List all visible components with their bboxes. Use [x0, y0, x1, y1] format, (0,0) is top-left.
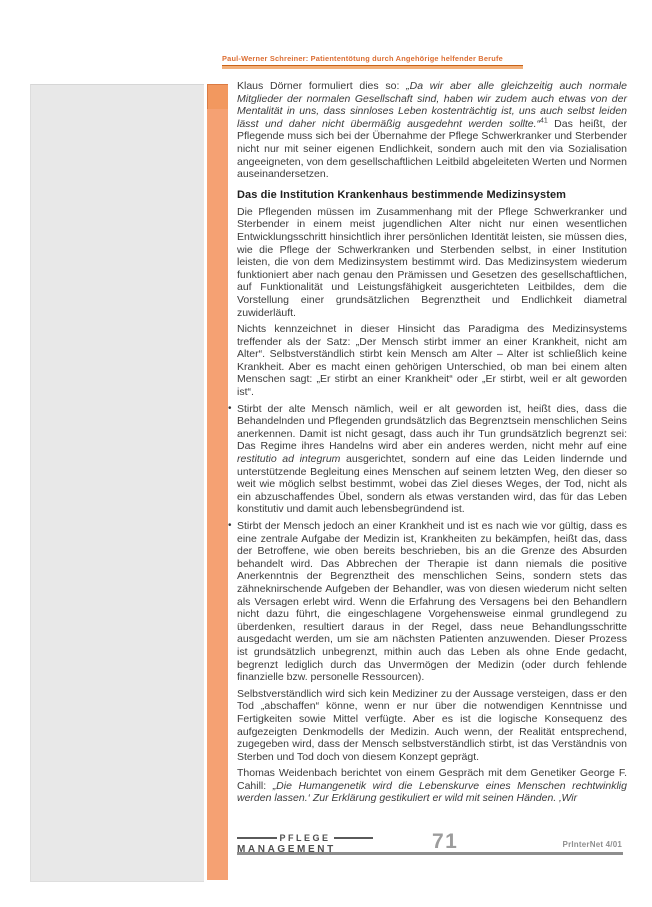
page-number: 71 — [432, 830, 459, 853]
journal-logo-top — [237, 833, 373, 843]
text-run: Klaus Dörner formuliert dies so: — [237, 80, 407, 92]
journal-logo — [237, 833, 373, 855]
issue-label: PrInterNet 4/01 — [562, 840, 622, 849]
text-run: Das heißt, der Pflegende muss sich bei der Übernahme der Pflege Schwerkranker und Sterbender nicht nur mit seiner eigenen Endlichkeit, sondern auch mit den via Sozialisation angeeigneten, von dem gesellschaftlichen Leitbild abgeleiteten Werten und Normen auseinandersetzen. — [237, 117, 627, 181]
text-run: Die Pflegenden müssen im Zusammenhang mit der Pflege Schwerkranker und Sterbender in einem meist jugendlichen Alter nicht nur einen wesentlichen Entwicklungsschritt hinsichtlich ihrer persönlichen Identität leisten, sie müssen dies, wie die Pflege der Schwerkranken und Sterbenden selbst, in einer Institution leisten, die von dem Medizinsystem bestimmt wird. Das Medizinsystem wiederum funktioniert aber nach genau den Prämissen und Gesetzen des gesellschaftlichen, auf Funktionalität und Leistungsfähigkeit ausgerichteten Leitbildes, dem die Vorstellung einer grundsätzlichen Begrenztheit und Endlichkeit diametral zuwiderläuft. — [237, 205, 627, 319]
paragraph — [237, 688, 627, 764]
text-run: „Da wir aber alle gleichzeitig auch normale Mitglieder der normalen Gesellschaft sind, haben wir zudem auch etwas von der Mentalität in uns, dass sinnloses Leben kostenträchtig ist, uns auch selbst leiden lässt und daher nicht übermäßig ausgedehnt werden sollte.“ — [237, 80, 627, 130]
section-heading: Das die Institution Krankenhaus bestimmende Medizinsystem — [237, 188, 567, 201]
paragraph — [237, 80, 627, 181]
text-run: Stirbt der Mensch jedoch an einer Krankheit und ist es nach wie vor gültig, dass es eine zentrale Aufgabe der Medizin ist, Krankheiten zu bekämpfen, heißt das, dass der Betroffene, wie oben bereits beschrieben, bis an die Grenze des Absurden behandelt wird. Das Abbrechen der Therapie ist dann niemals die positive Anerkenntnis der Begrenztheit des menschlichen Seins, sondern stets das zähneknirschende Aufgeben der Behandler, was von diesen wiederum nicht selten als Versagen erlebt wird. Wenn die Erfahrung des Versagens bei den Behandlern nicht dazu führt, die eingeschlagene Vorgehensweise einmal grundlegend zu überdenken, resultiert daraus in der Regel, dass neue Behandlungsschritte ausgedacht werden, um sie am nächsten Patienten anzuwenden. Dieser Prozess ist grundsätzlich unbegrenzt, mithin auch das Leben als ohne Ende gedacht, begrenzt lediglich durch das Unvermögen der Medizin (oder durch fehlende finanzielle bzw. personelle Ressourcen). — [237, 520, 627, 684]
text-run: Stirbt der alte Mensch nämlich, weil er alt geworden ist, heißt dies, dass die Behandelnden und Pflegenden grundsätzlich das Begrenztsein menschlichen Seins anerkennen. Damit ist nicht gesagt, dass auch ihr Tun grundsätzlich begrenzt sei: Das Regime ihres Handelns wird aber ein anderes werden, nicht mehr auf eine — [237, 402, 627, 453]
running-header — [222, 54, 525, 69]
bullet-item — [237, 403, 627, 516]
logo-flank-line-left — [237, 837, 277, 839]
left-margin-scan-block — [30, 84, 204, 882]
accent-bar — [207, 84, 228, 880]
paragraph — [237, 767, 627, 805]
bullet-item — [237, 520, 627, 684]
text-run: ausgerichtet, sondern auf eine das Leiden lindernde und unterstützende Begleitung eines Menschen auf seinem letzten Weg, den dieser so weit wie möglich selbst bestimmt, wobei das Ziel dieses Weges, der Tod, nicht als ein abzuschaffendes Übel, sondern als etwas verstanden wird, das für das Leben konstitutiv und damit auch lebensbegründend ist. — [237, 453, 627, 516]
running-header-rule — [222, 65, 523, 69]
paragraph — [237, 323, 627, 399]
running-header-text: Paul-Werner Schreiner: Patiententötung durch Angehörige helfender Berufe — [222, 54, 503, 63]
journal-logo-line2: MANAGEMENT — [237, 844, 336, 855]
accent-bar-cap — [207, 84, 228, 109]
bullet-list — [237, 403, 627, 684]
article-body — [237, 80, 627, 809]
text-run: Nichts kennzeichnet in dieser Hinsicht das Paradigma des Medizinsystems treffender als der Satz: „Der Mensch stirbt immer an einer Krankheit, nicht am Alter“. Selbstverständlich stirbt kein Mensch am Alter – Alter ist schließlich keine Krankheit. Aber es macht einen gehörigen Unterschied, ob man bei einem alten Menschen sagt: „Er stirbt an einer Krankheit“ oder „Er stirbt, weil er alt geworden ist“. — [237, 323, 627, 399]
text-run: restitutio ad integrum — [237, 453, 341, 466]
journal-logo-line1: PFLEGE — [279, 833, 331, 843]
text-run: Thomas Weidenbach berichtet von einem Gespräch mit dem Genetiker George F. Cahill: — [237, 767, 627, 792]
text-run: Selbstverständlich wird sich kein Mediziner zu der Aussage versteigen, dass er den Tod „abschaffen“ könne, wenn er nur über die notwendigen Kenntnisse und Fertigkeiten sowie Mittel verfügte. Aber es ist die logische Konsequenz des aufgezeigten Denkmodells der Medizin. Auch wenn, der Realität entsprechend, zugegeben wird, dass der Mensch selbstverständlich stirbt, ist das Verständnis von Sterben und Tod doch von diesem Konzept geprägt. — [237, 687, 627, 763]
text-run: „Die Humangenetik wird die Lebenskurve eines Menschen rechtwinklig werden lassen.‘ Zur Erklärung gestikuliert er wild mit seinen Händen. ‚Wir — [237, 779, 627, 805]
logo-flank-line-right — [334, 837, 374, 839]
paragraph — [237, 206, 627, 319]
text-run: 41 — [540, 117, 548, 125]
